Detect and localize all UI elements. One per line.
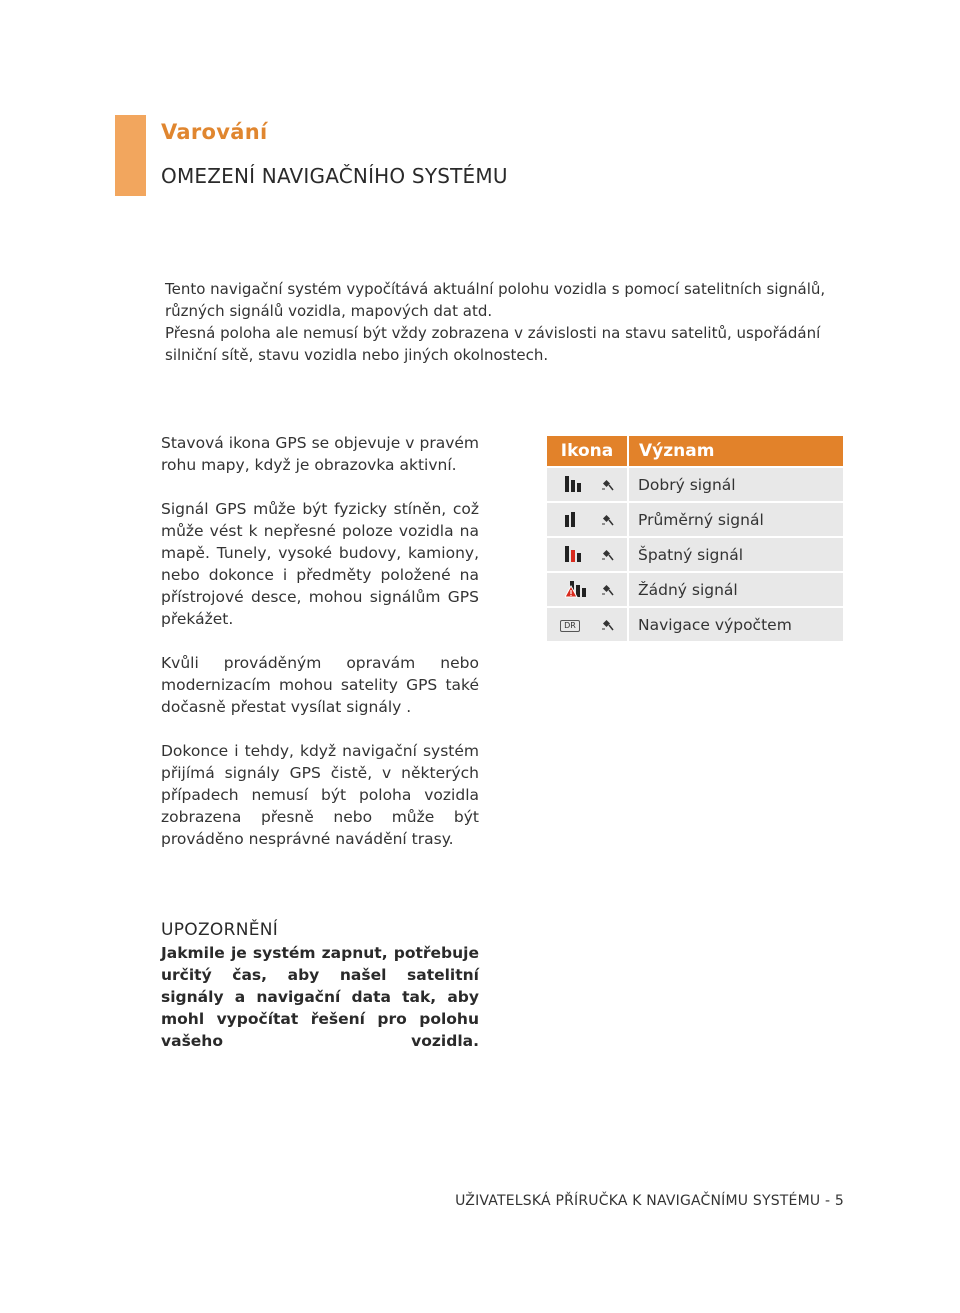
note-title: UPOZORNĚNÍ	[161, 920, 279, 940]
row-meaning: Dobrý signál	[638, 475, 736, 494]
page-footer: UŽIVATELSKÁ PŘÍRUČKA K NAVIGAČNÍMU SYSTÉMU - 5	[455, 1193, 844, 1209]
gps-good-signal-icon	[565, 476, 585, 492]
warning-text	[165, 278, 855, 366]
warning-subtitle: OMEZENÍ NAVIGAČNÍHO SYSTÉMU	[161, 164, 508, 188]
satellite-icon	[601, 547, 615, 561]
satellite-icon	[601, 512, 615, 526]
body-paragraph: Stavová ikona GPS se objevuje v pravém rohu mapy, když je obrazovka aktivní.	[161, 434, 479, 474]
satellite-icon	[601, 477, 615, 491]
row-meaning: Navigace výpočtem	[638, 615, 792, 634]
note-text: Jakmile je systém zapnut, potřebuje určitý čas, aby našel satelitní signály a navigační data tak, aby mohl vypočítat řešení pro polohu vašeho vozidla.	[161, 944, 479, 1050]
warning-paragraph: Tento navigační systém vypočítává aktuální polohu vozidla s pomocí satelitních signálů, různých signálů vozidla, mapových dat atd.	[165, 280, 826, 320]
satellite-icon	[601, 582, 615, 596]
table-row	[547, 538, 843, 571]
body-paragraph: Dokonce i tehdy, když navigační systém přijímá signály GPS čistě, v některých případech nemusí být poloha vozidla zobrazena přesně nebo může být prováděno nesprávné navádění trasy.	[161, 742, 479, 848]
satellite-icon	[601, 617, 615, 631]
header-icon-column: Ikona	[547, 436, 629, 466]
header-meaning-column: Význam	[639, 441, 715, 461]
row-meaning: Průměrný signál	[638, 510, 764, 529]
table-row	[547, 608, 843, 641]
table-row	[547, 503, 843, 536]
gps-icon-table	[547, 436, 843, 641]
gps-dead-reckoning-icon: DR	[560, 620, 580, 632]
gps-medium-signal-icon	[565, 511, 585, 527]
row-meaning: Žádný signál	[638, 580, 738, 599]
table-header	[547, 436, 843, 466]
warning-title: Varování	[161, 120, 268, 144]
body-paragraph: Signál GPS může být fyzicky stíněn, což může vést k nepřesné poloze vozidla na mapě. Tunely, vysoké budovy, kamiony, nebo dokonce i předměty položené na přístrojové desce, mohou signálům GPS překážet.	[161, 500, 479, 628]
table-row	[547, 573, 843, 606]
warning-paragraph: Přesná poloha ale nemusí být vždy zobrazena v závislosti na stavu satelitů, uspořádání silniční sítě, stavu vozidla nebo jiných okolnostech.	[165, 324, 821, 364]
warning-accent-bar	[115, 115, 146, 196]
body-column	[161, 432, 479, 872]
table-row	[547, 468, 843, 501]
row-meaning: Špatný signál	[638, 545, 744, 564]
gps-poor-signal-icon	[565, 546, 585, 562]
gps-no-signal-icon	[565, 581, 587, 598]
body-paragraph: Kvůli prováděným opravám nebo modernizacím mohou satelity GPS také dočasně přestat vysílat signály .	[161, 654, 479, 716]
